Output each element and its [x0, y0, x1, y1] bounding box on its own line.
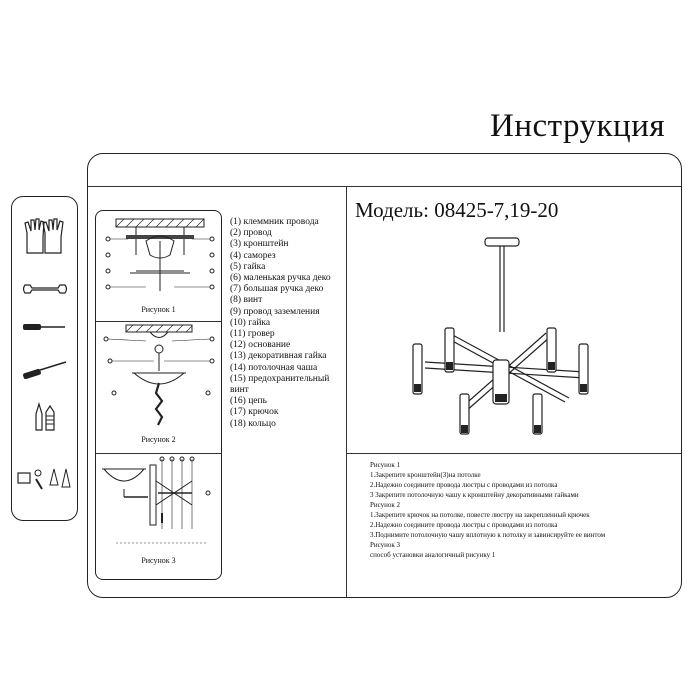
note-line: Рисунок 3 [370, 541, 401, 549]
list-item: (12) основание [230, 340, 291, 351]
wrench-icon [12, 281, 77, 297]
list-item: (13) декоративная гайка [230, 351, 327, 362]
figure-3-caption: Рисунок 3 [141, 556, 176, 565]
gloves-icon [12, 215, 77, 255]
hardware-kit-icon [12, 465, 77, 491]
figures-panel [95, 210, 222, 580]
list-item: (4) саморез [230, 250, 276, 261]
model-label: Модель: 08425-7,19-20 [355, 198, 559, 222]
list-item: (2) провод [230, 228, 272, 239]
screwdriver-icon [12, 321, 77, 333]
list-item: (5) гайка [230, 261, 266, 272]
list-item: (16) цепь [230, 396, 267, 407]
note-line: 2.Надежно соедините провода люстры с проводами из потолка [370, 481, 558, 489]
page-title: Инструкция [490, 108, 666, 144]
figure-1 [96, 211, 221, 321]
installation-notes [370, 460, 680, 560]
list-item: (7) большая ручка деко [230, 284, 324, 295]
note-line: способ установки аналогичный рисунку 1 [370, 551, 496, 559]
list-item: (10) гайка [230, 317, 271, 328]
note-line: 3.Поднимите потолочную чашу вплотную к потолку и завинсируйте ее винтом [370, 531, 606, 539]
list-item: (3) кронштейн [230, 239, 289, 250]
list-item: (9) провод заземления [230, 306, 320, 317]
list-item: винт [230, 385, 249, 396]
note-line: Рисунок 2 [370, 501, 401, 509]
tools-panel [11, 196, 78, 521]
divider [346, 453, 681, 454]
list-item: (11) гровер [230, 329, 275, 340]
divider [88, 186, 681, 187]
list-item: (1) клеммник провода [230, 217, 319, 227]
list-item: (6) маленькая ручка деко [230, 273, 331, 284]
figure-1-caption: Рисунок 1 [141, 305, 176, 314]
list-item: (8) винт [230, 295, 263, 306]
list-item: (14) потолочная чаша [230, 362, 318, 373]
note-line: Рисунок 1 [370, 461, 401, 469]
chandelier-drawing [405, 232, 605, 442]
note-line: 1.Закрепите кронштейн(3)на потолке [370, 471, 481, 479]
parts-list [230, 217, 350, 430]
figure-2-caption: Рисунок 2 [141, 435, 176, 444]
phillips-screwdriver-icon [12, 359, 77, 379]
figure-2 [96, 321, 221, 451]
figure-3 [96, 453, 221, 580]
list-item: (17) крючок [230, 407, 279, 418]
list-item: (15) предохранительный [230, 373, 330, 384]
note-line: 3 Закрепите потолочную чашу к кронштейну декоративными гайками [370, 491, 579, 499]
anchors-icon [12, 402, 77, 432]
note-line: 2.Надежно соедините провода люстры с проводами из потолка [370, 521, 558, 529]
list-item: (18) кольцо [230, 418, 276, 429]
note-line: 1.Закрепите крючок на потолке, повесте люстру на закрепленный крючек [370, 511, 590, 519]
